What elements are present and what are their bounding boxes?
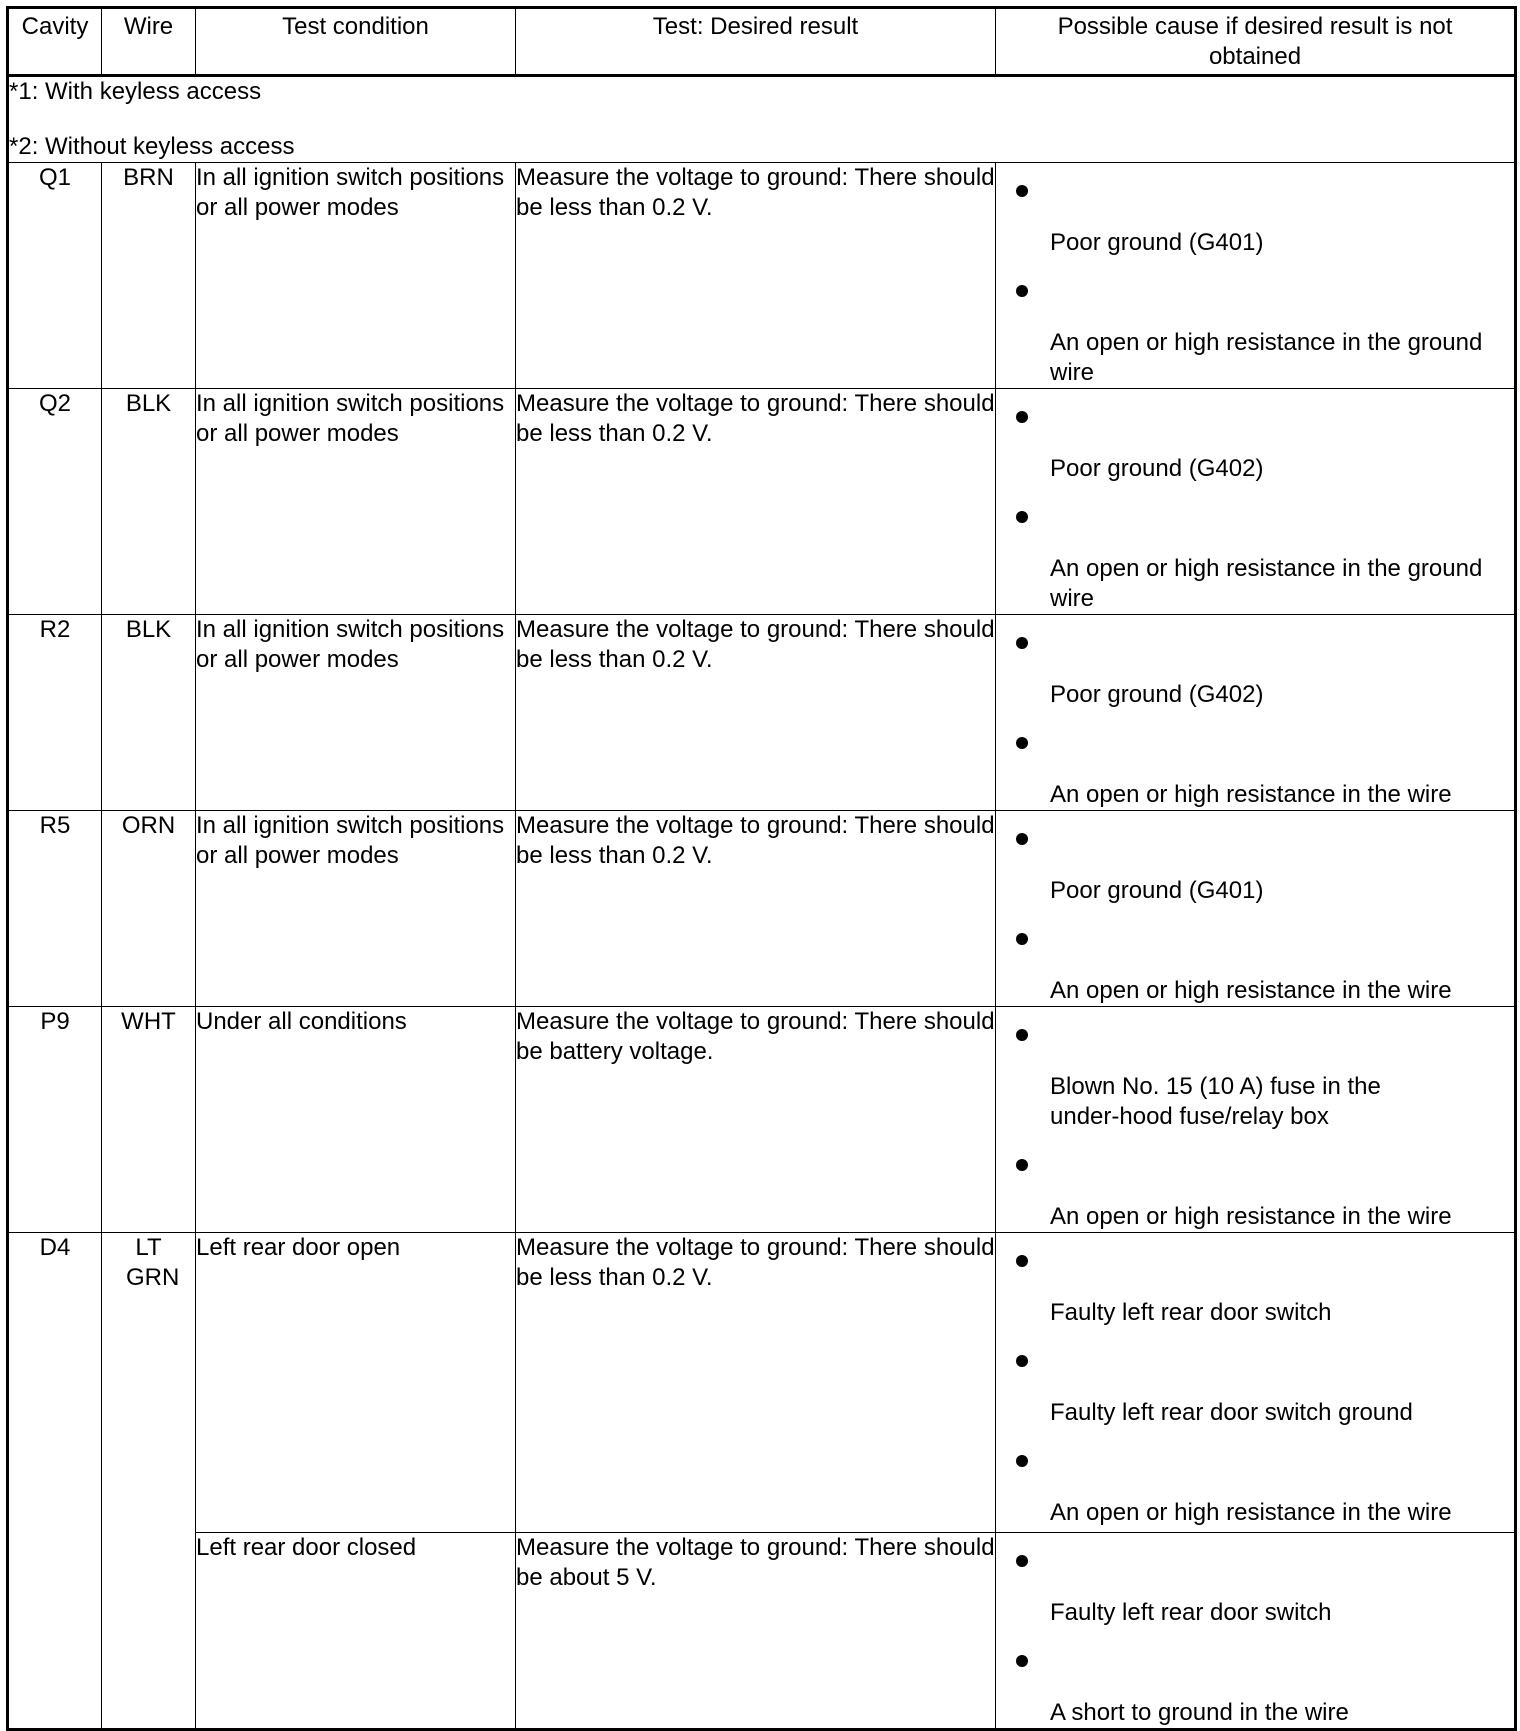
condition-cell: In all ignition switch positions or all power modes — [196, 615, 516, 811]
bullet-icon — [1016, 1443, 1030, 1473]
condition-cell: Under all conditions — [196, 1007, 516, 1233]
bullet-icon — [1016, 821, 1030, 851]
condition-cell: In all ignition switch positions or all power modes — [196, 811, 516, 1007]
condition-cell: Left rear door open — [196, 1233, 516, 1533]
cause-item — [1016, 921, 1512, 1006]
bullet-icon — [1016, 173, 1030, 203]
cause-item — [1016, 1343, 1512, 1428]
wire-cell: WHT — [102, 1007, 196, 1233]
table-row — [8, 163, 1516, 389]
cause-item — [1016, 1017, 1512, 1132]
cavity-cell: R2 — [8, 615, 102, 811]
bullet-icon — [1016, 1147, 1030, 1177]
cause-text: An open or high resistance in the wire — [1050, 1203, 1452, 1230]
cavity-cell: D4 — [8, 1233, 102, 1730]
cause-item — [1016, 1543, 1512, 1628]
cause-text: Faulty left rear door switch ground — [1050, 1399, 1413, 1426]
footnote-2: *2: Without keyless access — [9, 133, 295, 160]
bullet-icon — [1016, 399, 1030, 429]
result-cell: Measure the voltage to ground: There should be less than 0.2 V. — [516, 811, 996, 1007]
cause-text: Poor ground (G401) — [1050, 877, 1264, 904]
header-cavity: Cavity — [8, 8, 102, 76]
header-desired-result: Test: Desired result — [516, 8, 996, 76]
footnote-1: *1: With keyless access — [9, 78, 262, 105]
result-cell: Measure the voltage to ground: There should be about 5 V. — [516, 1533, 996, 1730]
cause-item — [1016, 399, 1512, 484]
cause-text: Poor ground (G401) — [1050, 229, 1264, 256]
cause-item — [1016, 625, 1512, 710]
table-row — [8, 389, 1516, 615]
bullet-icon — [1016, 1343, 1030, 1373]
condition-cell: In all ignition switch positions or all power modes — [196, 163, 516, 389]
notes-row — [8, 76, 1516, 163]
condition-cell: Left rear door closed — [196, 1533, 516, 1730]
bullet-icon — [1016, 1243, 1030, 1273]
cause-cell — [996, 163, 1516, 389]
result-cell: Measure the voltage to ground: There should be less than 0.2 V. — [516, 1233, 996, 1533]
result-cell: Measure the voltage to ground: There should be less than 0.2 V. — [516, 615, 996, 811]
cause-text: A short to ground in the wire — [1050, 1699, 1349, 1726]
cause-text: Blown No. 15 (10 A) fuse in the under-hood fuse/relay box — [1050, 1073, 1381, 1130]
table-row — [8, 1533, 1516, 1730]
cause-item — [1016, 1443, 1512, 1528]
bullet-icon — [1016, 1643, 1030, 1673]
cause-cell — [996, 615, 1516, 811]
table-row — [8, 811, 1516, 1007]
cause-cell — [996, 811, 1516, 1007]
bullet-icon — [1016, 499, 1030, 529]
result-cell: Measure the voltage to ground: There should be less than 0.2 V. — [516, 163, 996, 389]
cavity-cell: P9 — [8, 1007, 102, 1233]
wire-cell: BLK — [102, 615, 196, 811]
cause-cell — [996, 1533, 1516, 1730]
cavity-cell: Q1 — [8, 163, 102, 389]
cause-item — [1016, 821, 1512, 906]
bullet-icon — [1016, 273, 1030, 303]
wire-cell: BLK — [102, 389, 196, 615]
wire-cell: LT GRN — [102, 1233, 196, 1730]
cause-text: An open or high resistance in the wire — [1050, 1499, 1452, 1526]
cause-text: Poor ground (G402) — [1050, 455, 1264, 482]
cause-item — [1016, 173, 1512, 258]
cause-item — [1016, 1243, 1512, 1328]
cause-text: An open or high resistance in the ground wire — [1050, 329, 1483, 386]
cause-text: An open or high resistance in the wire — [1050, 781, 1452, 808]
cause-cell — [996, 389, 1516, 615]
bullet-icon — [1016, 921, 1030, 951]
bullet-icon — [1016, 625, 1030, 655]
wire-cell: BRN — [102, 163, 196, 389]
cavity-cell: Q2 — [8, 389, 102, 615]
bullet-icon — [1016, 1017, 1030, 1047]
cause-text: Faulty left rear door switch — [1050, 1299, 1332, 1326]
cause-item — [1016, 273, 1512, 388]
cause-text: Faulty left rear door switch — [1050, 1599, 1332, 1626]
cause-item — [1016, 725, 1512, 810]
connector-test-table — [6, 6, 1517, 1731]
cause-text: Poor ground (G402) — [1050, 681, 1264, 708]
header-row — [8, 8, 1516, 76]
header-test-condition: Test condition — [196, 8, 516, 76]
bullet-icon — [1016, 725, 1030, 755]
header-possible-cause: Possible cause if desired result is not obtained — [996, 8, 1516, 76]
cavity-cell: R5 — [8, 811, 102, 1007]
cause-item — [1016, 499, 1512, 614]
cause-cell — [996, 1233, 1516, 1533]
result-cell: Measure the voltage to ground: There should be battery voltage. — [516, 1007, 996, 1233]
table-row — [8, 615, 1516, 811]
cause-item — [1016, 1147, 1512, 1232]
wire-cell: ORN — [102, 811, 196, 1007]
cause-text: An open or high resistance in the ground wire — [1050, 555, 1483, 612]
footnotes-cell — [8, 76, 1516, 163]
result-cell: Measure the voltage to ground: There should be less than 0.2 V. — [516, 389, 996, 615]
cause-cell — [996, 1007, 1516, 1233]
header-wire: Wire — [102, 8, 196, 76]
table-row — [8, 1007, 1516, 1233]
table-row — [8, 1233, 1516, 1533]
cause-item — [1016, 1643, 1512, 1728]
condition-cell: In all ignition switch positions or all power modes — [196, 389, 516, 615]
bullet-icon — [1016, 1543, 1030, 1573]
cause-text: An open or high resistance in the wire — [1050, 977, 1452, 1004]
